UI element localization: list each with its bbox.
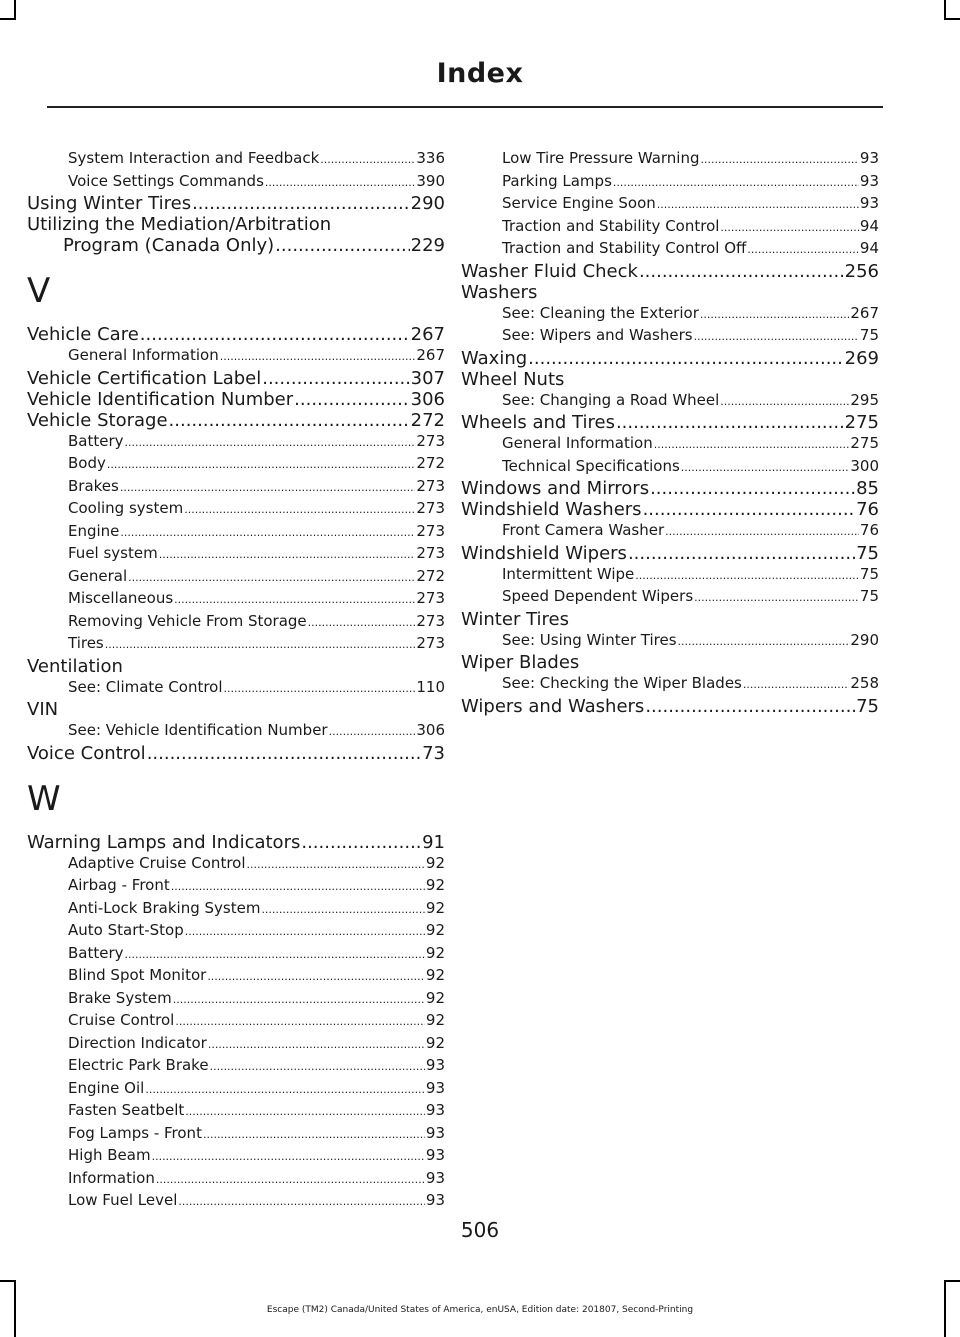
entry-label: Program (Canada Only) [63,235,275,256]
index-subentry [27,965,445,988]
entry-label: Miscellaneous [68,589,174,607]
entry-label: Information [68,1168,155,1187]
entry-page-number: 273 [416,611,445,630]
entry-page-number: 267 [416,346,445,364]
entry-page-number: 75 [859,326,879,344]
dot-leader [171,876,425,898]
index-entry [27,368,445,389]
entry-label: Vehicle Care [27,324,139,345]
entry-label: Wipers and Washers [461,695,645,717]
index-entry [27,410,445,431]
entry-label: Electric Park Brake [68,1056,209,1074]
entry-label: General [68,566,128,585]
entry-label: Speed Dependent Wipers [502,587,694,605]
index-subentry [27,521,445,544]
entry-page-number: 93 [859,149,879,167]
entry-label: Windshield Wipers [461,542,627,564]
entry-label: See: Climate Control [68,677,223,696]
entry-label: See: Using Winter Tires [502,630,677,649]
dot-leader [320,149,415,171]
dot-leader [120,522,415,544]
index-subentry [27,1033,445,1056]
index-entry [461,696,879,717]
entry-page-number: 75 [859,564,879,583]
index-subentry [27,898,445,921]
index-subentry [461,193,879,216]
entry-label: General Information [502,434,653,452]
dot-leader [185,1101,425,1123]
entry-page-number: 76 [859,521,879,539]
dot-leader [178,1191,425,1213]
entry-label: Voice Settings Commands [68,171,264,190]
index-subentry [27,148,445,171]
index-column-left [27,148,445,1213]
index-heading: Winter Tires [461,608,569,630]
index-subentry [27,988,445,1011]
dot-leader [701,149,859,171]
entry-label: Direction Indicator [68,1033,207,1052]
entry-page-number: 275 [844,412,879,433]
footer-edition-text: Escape (TM2) Canada/United States of America, enUSA, Edition date: 201807, Second-Printing [266,1305,694,1315]
dot-leader [720,391,849,413]
entry-label: Warning Lamps and Indicators [27,831,301,853]
dot-leader [224,678,416,700]
entry-page-number: 92 [425,988,445,1007]
entry-page-number: 93 [859,171,879,190]
dot-leader [694,587,859,609]
entry-page-number: 91 [422,831,445,853]
section-letter: V [27,271,51,311]
entry-page-number: 306 [416,721,445,739]
dot-leader [156,1169,425,1191]
dot-leader [643,499,856,520]
entry-page-number: 93 [425,1191,445,1209]
index-entry [27,832,445,853]
index-subentry [27,853,445,876]
dot-leader [275,235,409,256]
crop-mark-bottom-left-h [0,1280,16,1282]
entry-page-number: 92 [425,876,445,894]
dot-leader [173,989,425,1011]
index-subentry [27,171,445,194]
index-entry [27,389,445,410]
entry-page-number: 93 [425,1146,445,1164]
entry-page-number: 75 [859,587,879,605]
index-subentry [461,630,879,653]
dot-leader [650,478,855,499]
entry-page-number: 93 [425,1123,445,1142]
entry-page-number: 76 [856,499,879,520]
entry-label: High Beam [68,1146,151,1164]
entry-page-number: 85 [856,478,879,499]
entry-label: Fasten Seatbelt [68,1101,185,1119]
header-rule [47,106,883,108]
entry-label: Front Camera Washer [502,521,665,539]
dot-leader [220,346,416,368]
entry-page-number: 275 [850,434,879,452]
entry-label: Tires [68,634,104,652]
index-subentry [27,633,445,656]
entry-label: Cooling system [68,499,184,517]
dot-leader [678,631,850,653]
dot-leader [635,565,859,587]
entry-label: Parking Lamps [502,171,612,190]
index-subentry [27,1010,445,1033]
dot-leader [125,944,425,966]
entry-page-number: 307 [410,367,445,389]
entry-page-number: 273 [416,544,445,562]
entry-page-number: 258 [850,674,879,692]
entry-label: Vehicle Identification Number [27,388,294,410]
index-subentry [27,1123,445,1146]
entry-page-number: 75 [856,542,879,564]
entry-label: Auto Start-Stop [68,921,184,939]
page-title: Index [436,58,524,89]
entry-label: Brake System [68,988,172,1007]
entry-label: Brakes [68,476,119,495]
entry-label: Fog Lamps - Front [68,1123,202,1142]
index-subentry [27,543,445,566]
entry-page-number: 306 [410,388,445,410]
entry-label: Fuel system [68,544,158,562]
dot-leader [261,899,424,921]
index-entry [27,235,445,256]
dot-leader [159,544,416,566]
index-entry [461,478,879,499]
index-entry [27,324,445,345]
dot-leader [694,326,859,348]
entry-page-number: 92 [425,1011,445,1029]
index-heading: Wiper Blades [461,652,580,673]
page-number: 506 [460,1218,500,1242]
entry-label: Cruise Control [68,1011,175,1029]
dot-leader [145,1079,425,1101]
index-subentry [27,453,445,476]
entry-label: Windows and Mirrors [461,478,650,499]
entry-label: Washer Fluid Check [461,260,638,282]
dot-leader [720,217,858,239]
dot-leader [107,454,415,476]
entry-page-number: 269 [844,347,879,369]
dot-leader [747,239,859,261]
index-heading: Ventilation [27,655,123,677]
entry-page-number: 273 [416,431,445,450]
dot-leader [203,1124,425,1146]
entry-page-number: 93 [425,1101,445,1119]
index-entry [461,412,879,433]
crop-mark-bottom-right-h [944,1280,960,1282]
dot-leader [308,612,416,634]
entry-label: See: Cleaning the Exterior [502,303,699,322]
entry-page-number: 273 [416,499,445,517]
dot-leader [616,412,844,433]
dot-leader [247,854,425,876]
entry-label: Battery [68,431,124,450]
entry-page-number: 73 [422,742,445,764]
entry-page-number: 94 [859,239,879,257]
index-subentry [27,720,445,743]
dot-leader [265,172,415,194]
dot-leader [665,521,859,543]
index-entry [27,743,445,764]
entry-page-number: 290 [850,630,879,649]
dot-leader [645,696,855,717]
entry-page-number: 267 [850,303,879,322]
entry-page-number: 267 [410,324,445,345]
dot-leader [125,432,416,454]
dot-leader [657,194,859,216]
dot-leader [184,499,415,521]
entry-page-number: 75 [856,695,879,717]
entry-page-number: 273 [416,634,445,652]
index-entry [461,543,879,564]
entry-label: Engine Oil [68,1078,145,1097]
crop-mark-top-right [944,0,946,18]
index-subentry [461,390,879,413]
entry-label: Service Engine Soon [502,194,656,212]
entry-label: Windshield Washers [461,499,642,520]
entry-page-number: 92 [425,966,445,984]
crop-mark-top-left-h [0,18,16,20]
crop-mark-top-left [14,0,16,18]
dot-leader [147,743,421,764]
entry-label: Adaptive Cruise Control [68,853,246,872]
entry-page-number: 300 [850,456,879,475]
entry-page-number: 273 [416,476,445,495]
entry-label: Intermittent Wipe [502,564,635,583]
index-subentry [461,216,879,239]
index-heading: Washers [461,281,538,303]
entry-page-number: 92 [425,853,445,872]
index-subentry [27,345,445,368]
section-letter: W [27,778,61,819]
dot-leader [192,193,410,214]
dot-leader [208,1034,425,1056]
index-subentry [27,1145,445,1168]
index-subentry [27,1055,445,1078]
entry-page-number: 93 [425,1078,445,1097]
index-subentry [27,1190,445,1213]
dot-leader [185,921,425,943]
index-subentry [27,611,445,634]
index-subentry [27,431,445,454]
entry-label: Vehicle Storage [27,409,168,431]
entry-label: See: Vehicle Identification Number [68,721,328,739]
index-subentry [27,1168,445,1191]
dot-leader [262,368,409,389]
index-subentry [461,148,879,171]
entry-label: See: Wipers and Washers [502,326,693,344]
index-subentry [27,476,445,499]
index-subentry [27,875,445,898]
index-entry [461,261,879,282]
dot-leader [120,477,416,499]
index-subentry [461,171,879,194]
entry-label: Traction and Stability Control Off [502,239,747,257]
dot-leader [152,1146,425,1168]
entry-page-number: 295 [850,390,879,409]
index-subentry [461,433,879,456]
entry-page-number: 390 [416,171,445,190]
entry-label: Body [68,454,106,472]
dot-leader [743,674,849,696]
entry-label: Wheels and Tires [461,412,615,433]
dot-leader [528,348,843,369]
index-heading: VIN [27,699,59,720]
index-subentry [461,303,879,326]
dot-leader [681,457,850,479]
crop-mark-top-right-h [944,18,960,20]
index-subentry [27,1078,445,1101]
entry-label: Traction and Stability Control [502,216,720,235]
entry-label: Removing Vehicle From Storage [68,611,307,630]
dot-leader [169,410,410,431]
entry-label: See: Changing a Road Wheel [502,390,720,409]
dot-leader [174,589,415,611]
entry-label: Battery [68,943,124,962]
dot-leader [329,721,416,743]
entry-label: Using Winter Tires [27,193,192,214]
entry-label: General Information [68,346,219,364]
dot-leader [639,261,844,282]
entry-page-number: 272 [416,454,445,472]
dot-leader [301,832,421,853]
entry-label: Anti-Lock Braking System [68,898,261,917]
dot-leader [628,543,855,564]
entry-page-number: 94 [859,216,879,235]
dot-leader [175,1011,425,1033]
entry-page-number: 93 [425,1168,445,1187]
entry-page-number: 92 [425,943,445,962]
dot-leader [613,172,859,194]
entry-page-number: 229 [410,235,445,256]
index-subentry [27,498,445,521]
entry-label: Engine [68,521,120,540]
entry-label: Technical Specifications [502,456,680,475]
entry-page-number: 110 [416,677,445,696]
dot-leader [210,1056,425,1078]
entry-label: System Interaction and Feedback [68,149,320,167]
index-column-right [461,148,879,717]
entry-label: Vehicle Certification Label [27,367,262,389]
entry-label: Low Tire Pressure Warning [502,149,700,167]
index-heading: Utilizing the Mediation/Arbitration [27,214,332,235]
dot-leader [654,434,850,456]
entry-page-number: 273 [416,589,445,607]
entry-page-number: 93 [859,194,879,212]
entry-label: Low Fuel Level [68,1191,178,1209]
entry-page-number: 93 [425,1056,445,1074]
index-subentry [461,673,879,696]
index-subentry [461,238,879,261]
dot-leader [105,634,416,656]
index-subentry [27,588,445,611]
index-entry [27,193,445,214]
dot-leader [128,567,415,589]
entry-page-number: 256 [844,260,879,282]
entry-page-number: 336 [416,149,445,167]
index-subentry [27,920,445,943]
index-subentry [27,566,445,589]
dot-leader [700,304,849,326]
dot-leader [207,966,425,988]
index-subentry [461,456,879,479]
dot-leader [294,389,409,410]
entry-label: Blind Spot Monitor [68,966,207,984]
entry-page-number: 272 [416,566,445,585]
index-heading: Wheel Nuts [461,368,565,390]
dot-leader [140,324,410,345]
index-subentry [27,677,445,700]
entry-page-number: 273 [416,521,445,540]
index-entry [461,499,879,520]
entry-label: Airbag - Front [68,876,170,894]
entry-label: See: Checking the Wiper Blades [502,674,742,692]
index-subentry [461,520,879,543]
entry-label: Waxing [461,347,528,369]
entry-page-number: 92 [425,921,445,939]
entry-label: Voice Control [27,742,146,764]
index-subentry [27,1100,445,1123]
entry-page-number: 92 [425,898,445,917]
entry-page-number: 290 [410,193,445,214]
index-subentry [461,325,879,348]
index-entry [461,348,879,369]
entry-page-number: 272 [410,409,445,431]
entry-page-number: 92 [425,1033,445,1052]
index-subentry [461,564,879,587]
index-subentry [461,586,879,609]
index-subentry [27,943,445,966]
